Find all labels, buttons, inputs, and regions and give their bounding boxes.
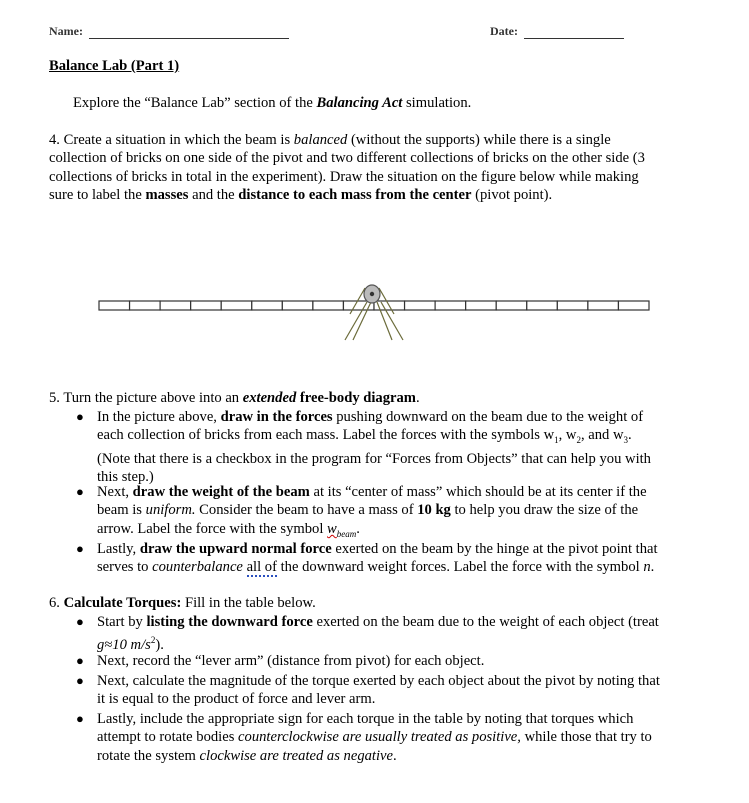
question-6 — [49, 594, 316, 612]
n-symbol: n — [643, 559, 651, 576]
q5-bullet-2 — [76, 483, 727, 543]
question-5 — [49, 389, 420, 407]
bullet-text: In the picture above, — [97, 409, 221, 425]
bullet-line: Next, calculate the magnitude of the torque exerted by each object about the pivot by noting that — [97, 673, 660, 689]
bullet-text: . — [356, 520, 360, 537]
bullet-text: to help you draw the size of the — [450, 502, 639, 519]
q4-bold: masses — [145, 187, 189, 204]
bullet-text: Lastly, — [97, 541, 140, 557]
q4-text: 4. Create a situation in which the beam is — [49, 132, 294, 148]
bullet-space — [243, 559, 247, 575]
bullet-bold: listing the downward force — [146, 614, 313, 630]
bullet-icon: ● — [76, 484, 84, 499]
bullet-italic: counterbalance — [152, 559, 243, 576]
q4-text: (without the supports) while there is a single — [347, 132, 611, 148]
q5-bold: free-body diagram — [296, 390, 416, 406]
q4-line: collections of bricks in total in the experiment). Draw the situation on the figure below while making — [49, 168, 639, 185]
beam-segment — [221, 301, 252, 310]
q5-text: 5. Turn the picture above into an — [49, 390, 243, 406]
q4-italic: balanced — [293, 132, 348, 148]
bullet-line — [97, 426, 727, 449]
q5-italic: extended — [242, 390, 297, 406]
bullet-bold: draw in the forces — [220, 409, 333, 425]
beam-segment — [282, 301, 313, 310]
q5-text-end: . — [415, 390, 420, 406]
name-line — [89, 28, 289, 39]
bullet-icon: ● — [76, 653, 84, 668]
bullet-text: . — [650, 559, 655, 576]
bullet-line: it is equal to the product of force and lever arm. — [97, 691, 376, 708]
beam-segment — [557, 301, 588, 310]
bullet-text: attempt to rotate bodies — [97, 729, 239, 746]
intro-text-end: simulation. — [402, 95, 472, 111]
q4-bold: distance to each mass from the center — [238, 187, 472, 204]
bullet-text: , and w — [580, 427, 624, 444]
q6-number: 6. — [49, 595, 64, 611]
gravity-value: g≈10 m/s — [97, 637, 151, 654]
bullet-line — [97, 613, 727, 631]
bullet-line: (Note that there is a checkbox in the program for “Forces from Objects” that can help you with — [97, 450, 651, 467]
bullet-text: , w — [558, 427, 577, 444]
bullet-text: Start by — [97, 614, 147, 630]
bullet-icon: ● — [76, 711, 84, 726]
q6-bullet-3 — [76, 672, 727, 709]
q4-line — [49, 131, 729, 149]
bullet-line — [97, 408, 727, 426]
bullet-text: serves to — [97, 559, 153, 576]
pivot-point — [370, 292, 374, 296]
bullet-icon: ● — [76, 541, 84, 556]
beam-segment — [313, 301, 344, 310]
q4-text: and the — [188, 187, 239, 204]
beam-segment — [527, 301, 558, 310]
bullet-text: Consider the beam to have a mass of — [195, 502, 418, 519]
subscript: 1 — [554, 435, 559, 446]
bullet-line: this step.) — [97, 469, 154, 486]
bullet-line — [97, 483, 727, 501]
pivot — [364, 285, 380, 303]
subscript: 2 — [576, 435, 581, 446]
beam-subscript: beam — [336, 528, 357, 539]
bullet-text: . — [393, 747, 397, 764]
beam-segment — [130, 301, 161, 310]
bullet-text: pushing downward on the beam due to the weight of — [332, 409, 644, 425]
beam-segment — [160, 301, 191, 310]
bullet-text: each collection of bricks from each mass. Label the forces with the symbols w — [97, 427, 555, 444]
question-4 — [49, 131, 729, 205]
q6-text: Fill in the table below. — [181, 595, 316, 611]
bullet-line — [97, 558, 727, 576]
intro-text: Explore the “Balance Lab” section of the — [73, 95, 317, 111]
bullet-bold: draw the weight of the beam — [132, 484, 310, 500]
date-line — [524, 28, 624, 39]
beam-segment — [496, 301, 527, 310]
bullet-line: Next, record the “lever arm” (distance from pivot) for each object. — [97, 653, 485, 669]
name-label: Name: — [49, 24, 83, 38]
bullet-bold: 10 kg — [417, 502, 451, 519]
bullet-text: rotate the system — [97, 747, 200, 764]
q6-bullet-1 — [76, 613, 727, 655]
all-of-text: all of — [246, 559, 277, 576]
bullet-text: at its “center of mass” which should be at its center if the — [309, 484, 647, 500]
bullet-line — [97, 728, 727, 746]
date-field — [490, 24, 624, 39]
beam-segment — [466, 301, 497, 310]
bullet-text: ). — [155, 637, 164, 654]
q4-line: collection of bricks on one side of the pivot and two different collections of bricks on the other side (3 — [49, 150, 645, 167]
q4-text: (pivot point). — [471, 187, 553, 204]
beam-segment — [191, 301, 222, 310]
bullet-line: Lastly, include the appropriate sign for each torque in the table by noting that torques which — [97, 711, 634, 727]
bullet-icon: ● — [76, 614, 84, 629]
date-label: Date: — [490, 24, 518, 38]
bullet-icon: ● — [76, 409, 84, 424]
page-title — [49, 57, 179, 75]
bullet-icon: ● — [76, 673, 84, 688]
bullet-bold: draw the upward normal force — [139, 541, 332, 557]
bullet-text: while those that try to — [520, 729, 652, 746]
bullet-line — [97, 747, 727, 765]
q5-bullet-1 — [76, 408, 727, 487]
beam-figure — [95, 280, 655, 345]
bullet-text: exerted on the beam by the hinge at the pivot point that — [331, 541, 658, 557]
w-symbol: w — [327, 520, 337, 537]
q4-line — [49, 186, 729, 204]
beam-segment — [405, 301, 436, 310]
sim-name: Balancing Act — [316, 95, 403, 111]
beam-segment — [252, 301, 283, 310]
bullet-line — [97, 501, 727, 519]
beam-segment — [99, 301, 130, 310]
q6-bold: Calculate Torques: — [63, 595, 182, 611]
q6-bullet-4 — [76, 710, 727, 765]
bullet-text: the downward weight forces. Label the force with the symbol — [276, 559, 644, 576]
bullet-line — [97, 540, 727, 558]
page-title-text: Balance Lab (Part 1) — [49, 58, 180, 74]
bullet-text: Next, — [97, 484, 133, 500]
beam-segment — [588, 301, 619, 310]
bullet-text: arrow. Label the force with the symbol — [97, 520, 328, 537]
q5-bullet-3 — [76, 540, 727, 577]
w-beam-symbol — [327, 521, 356, 537]
bullet-text: beam is — [97, 502, 146, 519]
q6-bullet-2 — [76, 652, 727, 670]
beam-segment — [618, 301, 649, 310]
intro-paragraph — [73, 94, 471, 112]
bullet-text: exerted on the beam due to the weight of each object (treat — [312, 614, 659, 630]
name-field — [49, 24, 289, 39]
superscript: 2 — [150, 635, 156, 646]
bullet-italic: uniform. — [145, 502, 196, 519]
bullet-text: . — [628, 427, 632, 444]
bullet-italic: clockwise are treated as negative — [199, 747, 393, 764]
q4-text: sure to label the — [49, 187, 146, 204]
subscript: 3 — [623, 435, 629, 446]
beam-segment — [435, 301, 466, 310]
bullet-italic: counterclockwise are usually treated as positive, — [238, 729, 521, 746]
